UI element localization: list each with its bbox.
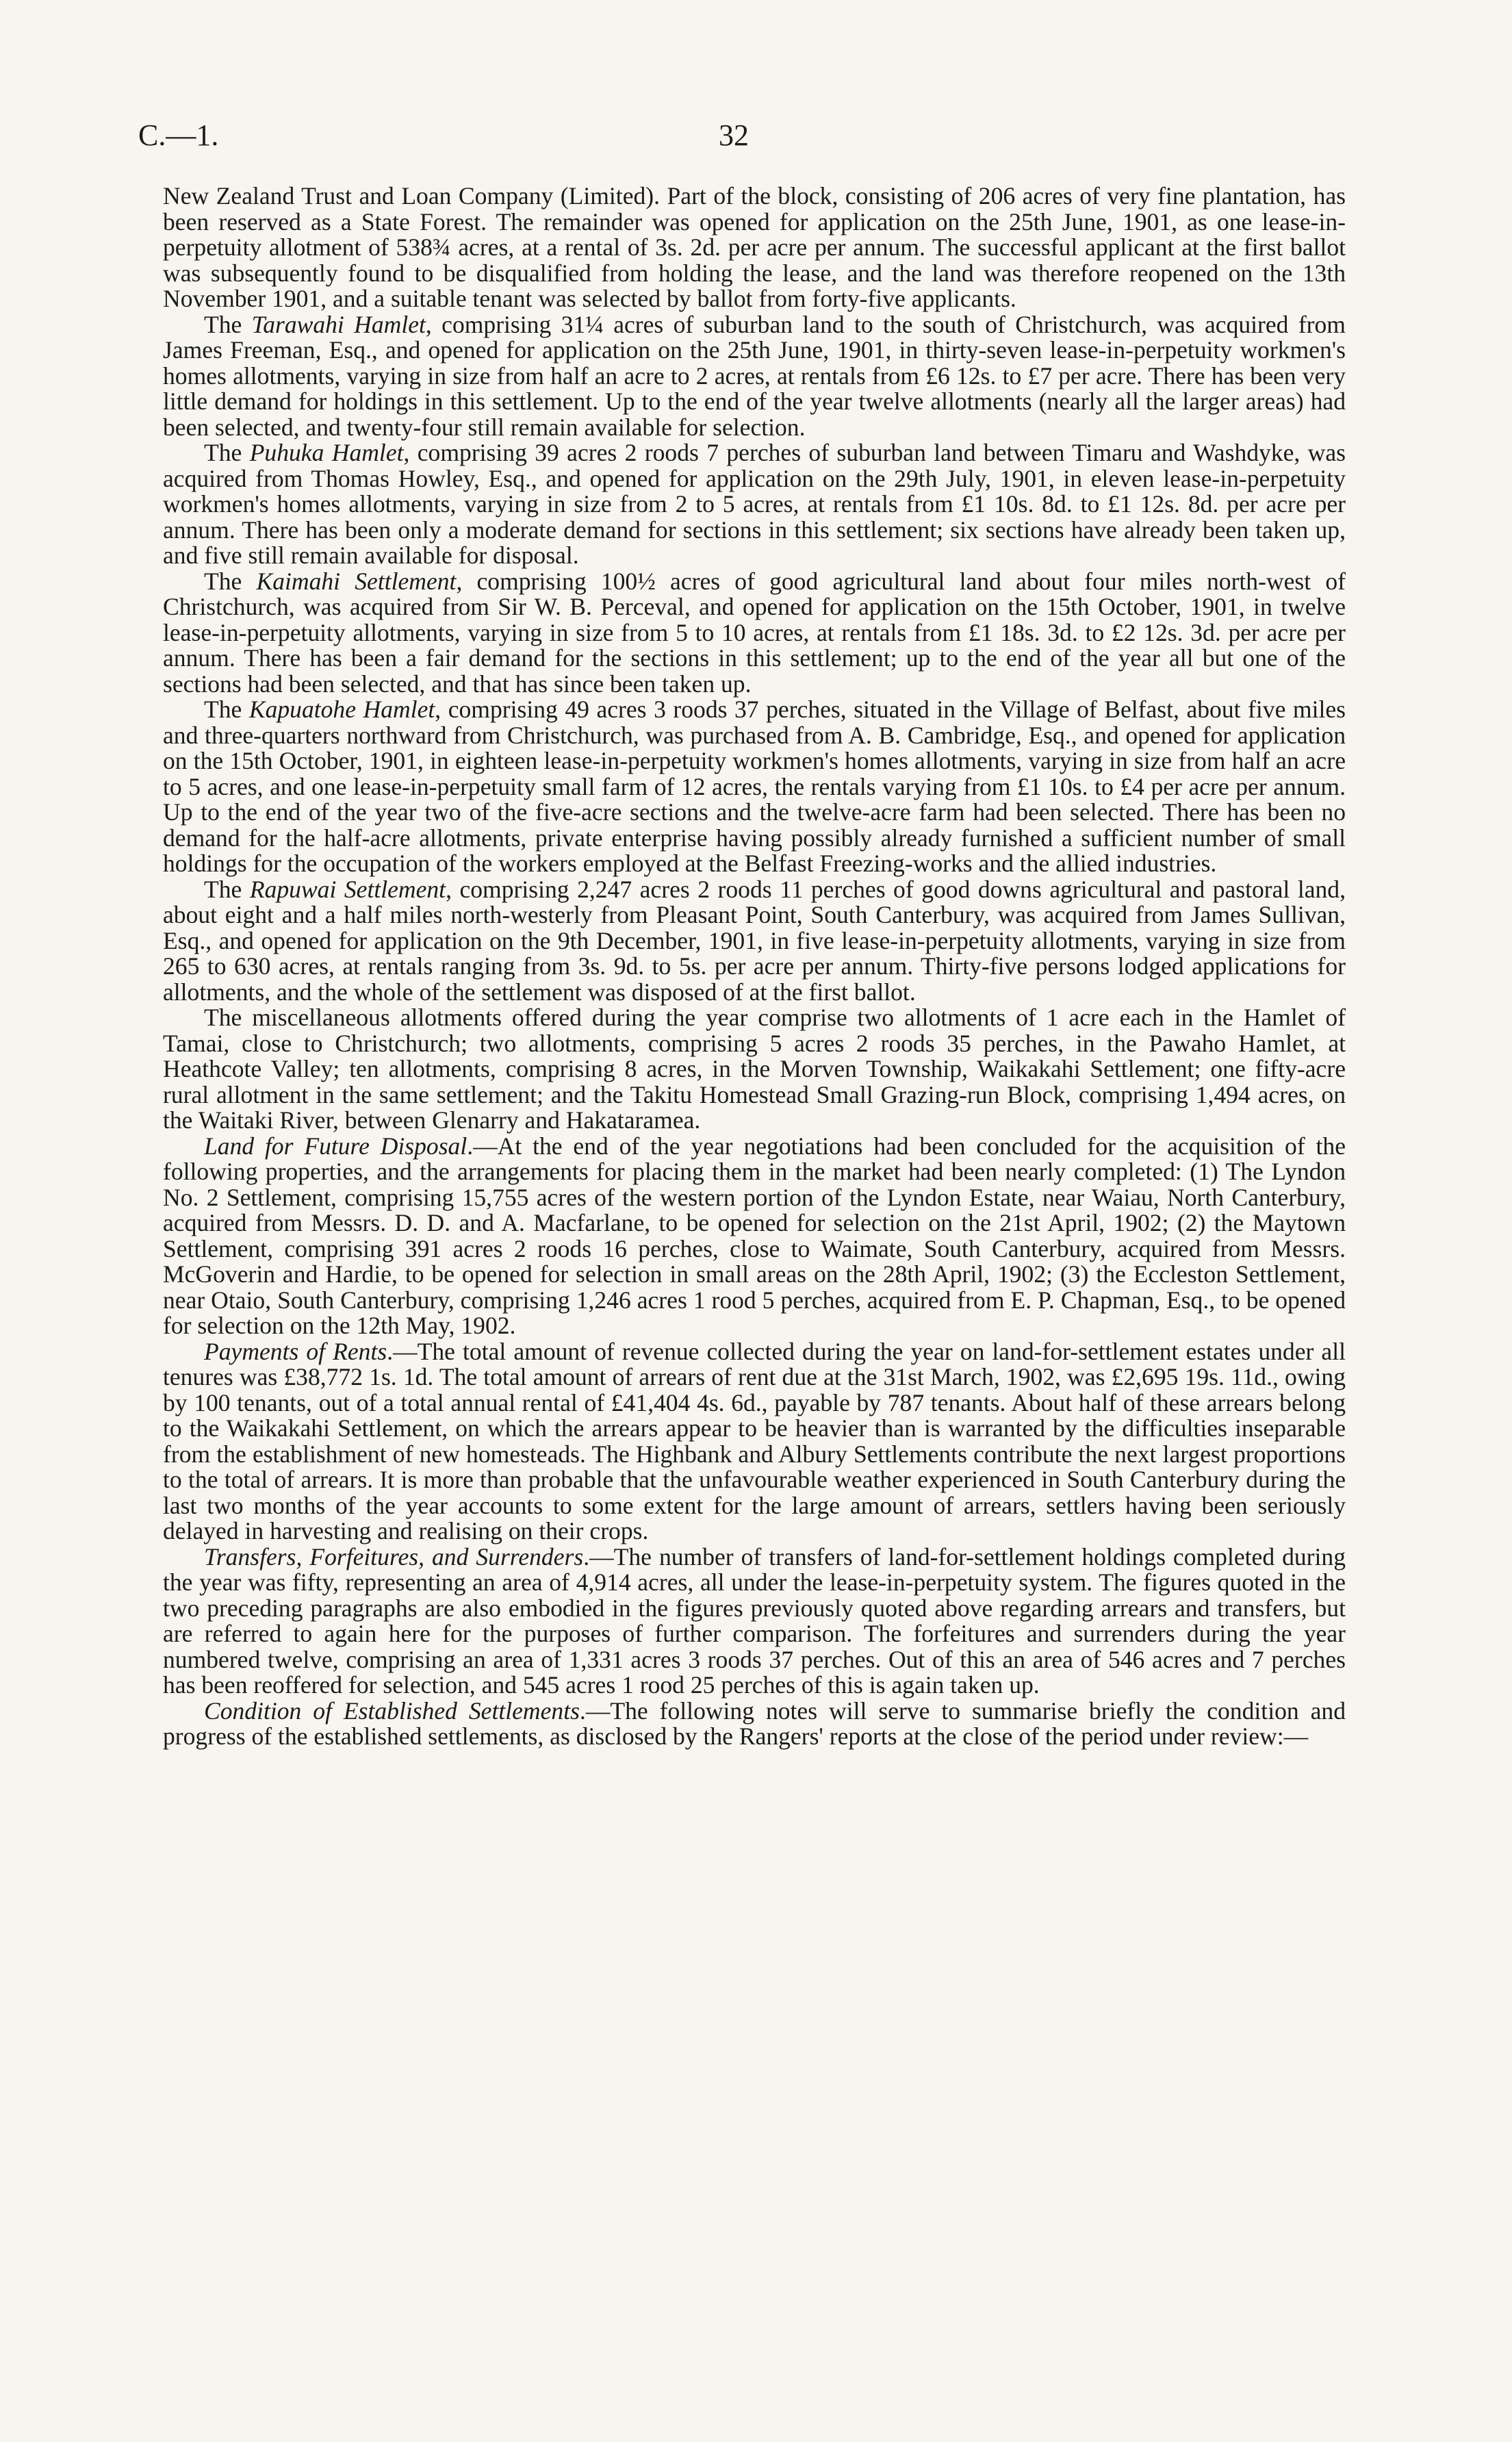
paragraph-text: , comprising 2,247 acres 2 roods 11 perches of good downs agricultural and pastoral land, about eight and a half miles north-westerly from Pleasant Point, South Canterbury, was acquired from James Sullivan, Esq., and opened for application on the 9th December, 1901, in five lease-in-perpetuity allotments, varying in size from 265 to 630 acres, at rentals ranging from 3s. 9d. to 5s. per acre per annum. Thirty-five persons lodged applications for allotments, and the whole of the settlement was disposed of at the first ballot. — [163, 875, 1346, 1006]
paragraph-subject: Transfers, Forfeitures, and Surrenders — [204, 1542, 584, 1570]
paragraph-text: , comprising 39 acres 2 roods 7 perches of suburban land between Timaru and Washdyke, was acquired from Thomas Howley, Esq., and opened for application on the 29th July, 1901, in eleven lease-in-perpetuity workmen's homes allotments, varying in size from 2 to 5 acres, at rentals from £1 10s. 8d. to £1 12s. 8d. per acre per annum. There has been only a moderate demand for sections in this settlement; six sections have already been taken up, and five still remain available for disposal. — [163, 439, 1346, 569]
paragraph-text: The miscellaneous allotments offered during the year comprise two allotments of 1 acre each in the Hamlet of Tamai, close to Christchurch; two allotments, comprising 5 acres 2 roods 35 perches, in the Pawaho Hamlet, at Heathcote Valley; ten allotments, comprising 8 acres, in the Morven Township, Waikakahi Settlement; one fifty-acre rural allotment in the same settlement; and the Takitu Homestead Small Grazing-run Block, comprising 1,494 acres, on the Waitaki River, between Glenarry and Hakataramea. — [163, 1004, 1346, 1134]
paragraph-lead: The — [204, 439, 250, 466]
paragraph-subject: Payments of Rents — [204, 1337, 387, 1365]
paragraph-land-for-future-disposal — [163, 1134, 1346, 1339]
paragraph-subject: Kaimahi Settlement — [256, 567, 457, 595]
paragraph-transfers-forfeitures-surrenders — [163, 1544, 1346, 1699]
paragraph-subject: Kapuatohe Hamlet — [248, 696, 435, 723]
paragraph-lead: The — [204, 310, 252, 338]
document-reference: C.—1. — [138, 118, 219, 152]
paragraph-rapuwai-settlement — [163, 877, 1346, 1006]
paragraph-text: , comprising 100½ acres of good agricultural land about four miles north-west of Christchurch, was acquired from Sir W. B. Perceval, and opened for application on the 15th October, 1901, in twelve lease-in-perpetuity allotments, varying in size from 5 to 10 acres, at rentals from £1 18s. 3d. to £2 12s. 3d. per acre per annum. There has been a fair demand for the sections in this settlement; up to the end of the year all but one of the sections had been selected, and that has since been taken up. — [163, 567, 1346, 698]
paragraph-text: .—The total amount of revenue collected during the year on land-for-settlement estates under all tenures was £38,772 1s. 1d. The total amount of arrears of rent due at the 31st March, 1902, was £2,695 19s. 11d., owing by 100 tenants, out of a total annual rental of £41,404 4s. 6d., payable by 787 tenants. About half of these arrears belong to the Waikakahi Settlement, on which the arrears appear to be heavier than is warranted by the difficulties inseparable from the establishment of new homesteads. The Highbank and Albury Settlements contribute the next largest proportions to the total of arrears. It is more than probable that the unfavourable weather experienced in South Canterbury during the last two months of the year accounts to some extent for the large amount of arrears, settlers having been seriously delayed in harvesting and realising on their crops. — [163, 1337, 1346, 1544]
paragraph-payments-of-rents — [163, 1339, 1346, 1544]
paragraph-text: .—At the end of the year negotiations had been concluded for the acquisition of the following properties, and the arrangements for placing them in the market had been nearly completed: (1) The Lyndon No. 2 Settlement, comprising 15,755 acres of the western portion of the Lyndon Estate, near Waiau, North Canterbury, acquired from Messrs. D. D. and A. Macfarlane, to be opened for selection on the 21st April, 1902; (2) the Maytown Settlement, comprising 391 acres 2 roods 16 perches, close to Waimate, South Canterbury, acquired from Messrs. McGoverin and Hardie, to be opened for selection in small areas on the 28th April, 1902; (3) the Eccleston Settlement, near Otaio, South Canterbury, comprising 1,246 acres 1 rood 5 perches, acquired from E. P. Chapman, Esq., to be opened for selection on the 12th May, 1902. — [163, 1132, 1346, 1339]
paragraph-lead: The — [204, 567, 257, 595]
paragraph-tarawahi-hamlet — [163, 312, 1346, 441]
paragraph-subject: Tarawahi Hamlet — [251, 310, 426, 338]
paragraph-subject: Land for Future Disposal — [204, 1132, 467, 1160]
paragraph-text: , comprising 31¼ acres of suburban land to the south of Christchurch, was acquired from James Freeman, Esq., and opened for application on the 25th June, 1901, in thirty-seven lease-in-perpetuity workmen's homes allotments, varying in size from half an acre to 2 acres, at rentals from £6 12s. to £7 per acre. There has been very little demand for holdings in this settlement. Up to the end of the year twelve allotments (nearly all the larger areas) had been selected, and twenty-four still remain available for selection. — [163, 310, 1346, 441]
page-number: 32 — [719, 118, 749, 152]
paragraph-subject: Condition of Established Settlements — [204, 1696, 580, 1725]
paragraph-lead: The — [204, 696, 249, 723]
paragraph-continuation — [163, 183, 1346, 312]
paragraph-text: New Zealand Trust and Loan Company (Limited). Part of the block, consisting of 206 acres of very fine plantation, has been reserved as a State Forest. The remainder was opened for application on the 25th June, 1901, as one lease-in-perpetuity allotment of 538¾ acres, at a rental of 3s. 2d. per acre per annum. The successful applicant at the first ballot was subsequently found to be disqualified from holding the lease, and the land was therefore reopened on the 13th November 1901, and a suitable tenant was selected by ballot from forty-five applicants. — [163, 182, 1346, 312]
page-header — [0, 118, 1512, 166]
paragraph-text: .—The number of transfers of land-for-settlement holdings completed during the year was fifty, representing an area of 4,914 acres, all under the lease-in-perpetuity system. The figures quoted in the two preceding paragraphs are also embodied in the figures previously quoted above regarding arrears and transfers, but are referred to again here for the purposes of further comparison. The forfeitures and surrenders during the year numbered twelve, comprising an area of 1,331 acres 3 roods 37 perches. Out of this an area of 546 acres and 7 perches has been reoffered for selection, and 545 acres 1 rood 25 perches of this is again taken up. — [163, 1542, 1346, 1699]
paragraph-puhuka-hamlet — [163, 440, 1346, 569]
paragraph-condition-of-established-settlements — [163, 1696, 1346, 1750]
paragraph-text: , comprising 49 acres 3 roods 37 perches, situated in the Village of Belfast, about five miles and three-quarters northward from Christchurch, was purchased from A. B. Cambridge, Esq., and opened for application on the 15th October, 1901, in eighteen lease-in-perpetuity workmen's homes allotments, varying in size from half an acre to 5 acres, and one lease-in-perpetuity small farm of 12 acres, the rentals varying from £1 10s. to £4 per acre per annum. Up to the end of the year two of the five-acre sections and the twelve-acre farm had been selected. There has been no demand for the half-acre allotments, private enterprise having possibly already furnished a sufficient number of small holdings for the occupation of the workers employed at the Belfast Freezing-works and the allied industries. — [163, 696, 1346, 877]
paragraph-miscellaneous-allotments — [163, 1005, 1346, 1134]
body-text — [163, 183, 1346, 1750]
paragraph-lead: The — [204, 875, 250, 903]
paragraph-kapuatohe-hamlet — [163, 697, 1346, 877]
paragraph-text: .—The following notes will serve to summarise briefly the condition and progress of the established settlements, as disclosed by the Rangers' reports at the close of the period under review:— — [163, 1696, 1346, 1750]
paragraph-kaimahi-settlement — [163, 569, 1346, 698]
paragraph-subject: Rapuwai Settlement — [249, 875, 446, 903]
paragraph-subject: Puhuka Hamlet — [249, 439, 404, 466]
